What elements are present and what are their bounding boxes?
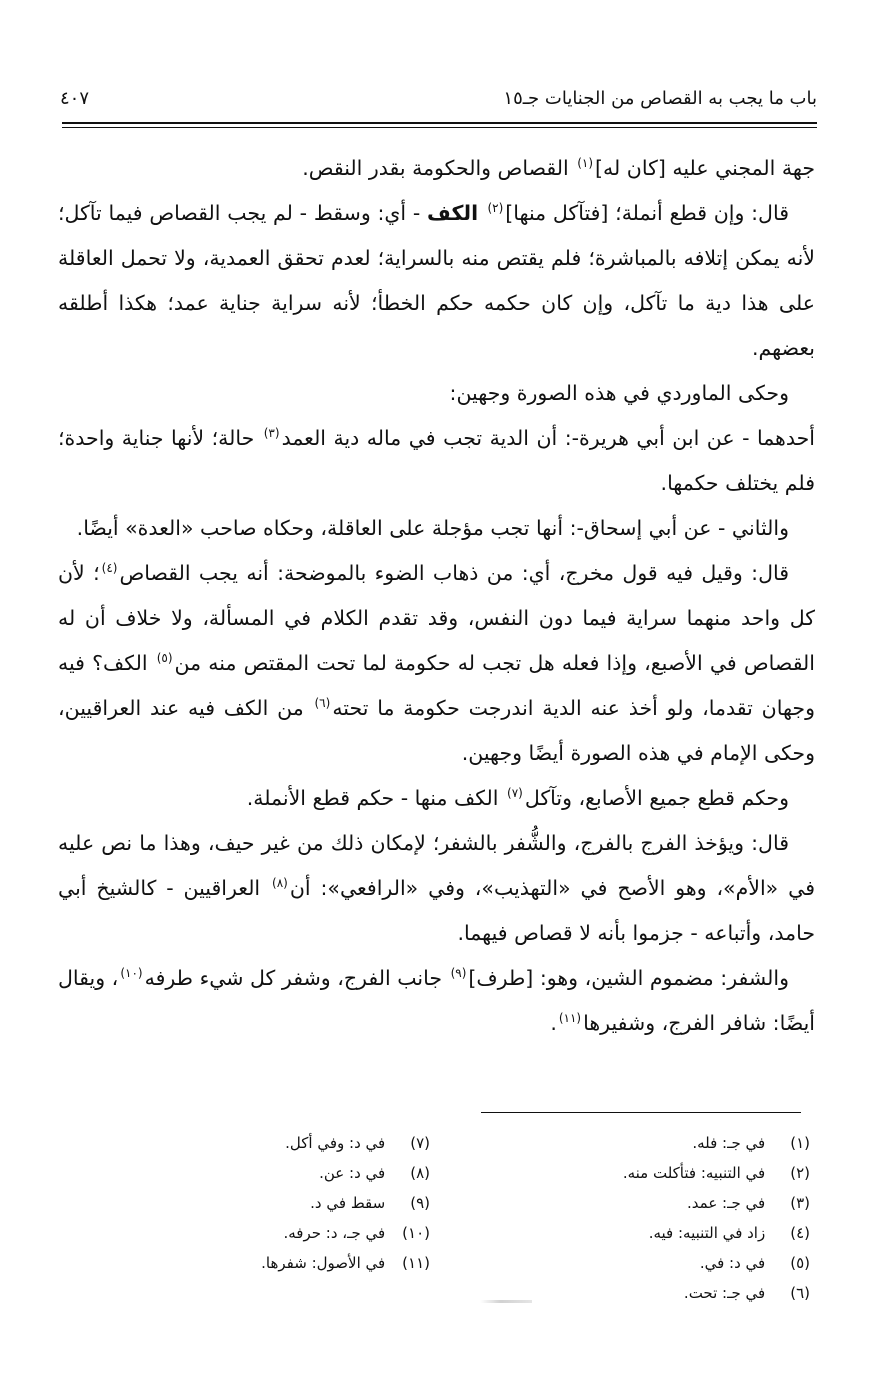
- text-run: قال: وإن قطع أنملة؛ [فتآكل منها]: [505, 201, 789, 225]
- text-run: وحكى الماوردي في هذه الصورة وجهين:: [449, 381, 789, 405]
- footnote-item: [520, 1278, 810, 1308]
- footnote-number: (١١): [402, 1254, 430, 1272]
- footnote-item: [210, 1128, 430, 1158]
- footnote-text: في جـ: عمد.: [687, 1194, 766, 1212]
- text-run: ؛ لأن كل واحد منهما سراية فيما دون النفس، وقد تقدم الكلام في المسألة، ولا خلاف أن له القصاص في الأصبع، وإذا فعله هل تجب له حكومة لما تحت المقتص منه من: [58, 561, 816, 675]
- footnote-text: في الأصول: شفرها.: [261, 1254, 386, 1272]
- footnote-ref-5: (٥): [156, 651, 173, 666]
- footnote-text: في د: عن.: [319, 1164, 386, 1182]
- footnote-text: في التنبيه: فتأكلت منه.: [622, 1164, 766, 1182]
- text-run: الكف منها - حكم قطع الأنملة.: [246, 786, 505, 810]
- footnote-item: [520, 1218, 810, 1248]
- footnote-ref-4: (٤): [101, 561, 118, 576]
- footnote-number: (٧): [410, 1134, 430, 1152]
- running-head: باب ما يجب به القصاص من الجنايات جـ١٥: [503, 88, 817, 109]
- footnote-number: (٢): [790, 1164, 810, 1182]
- paragraph-2: [58, 191, 815, 371]
- footnote-text: سقط في د.: [310, 1194, 386, 1212]
- footnote-number: (١): [790, 1134, 810, 1152]
- footnote-text: في جـ: تحت.: [683, 1284, 766, 1302]
- text-run: قال: ويؤخذ الفرج بالفرج، والشُّفر بالشفر؛ لإمكان ذلك من غير حيف، وهذا ما نص عليه في «الأم»، وهو الأصح في «التهذيب»، وفي «الرافعي»: أن: [58, 831, 815, 900]
- text-run: والثاني - عن أبي إسحاق-: أنها تجب مؤجلة على العاقلة، وحكاه صاحب «العدة» أيضًا.: [76, 516, 789, 540]
- footnote-item: [210, 1218, 430, 1248]
- footnote-ref-6: (٦): [314, 696, 331, 711]
- page-header: [60, 84, 817, 124]
- footnote-item: [210, 1158, 430, 1188]
- footnote-number: (٤): [790, 1224, 810, 1242]
- paragraph-1: [58, 146, 815, 191]
- footnote-number: (٨): [410, 1164, 430, 1182]
- footnote-item: [520, 1248, 810, 1278]
- footnote-number: (٣): [790, 1194, 810, 1212]
- footnote-number: (٦): [790, 1284, 810, 1302]
- paragraph-7: [58, 776, 815, 821]
- footnote-number: (١٠): [402, 1224, 430, 1242]
- footnote-ref-1: (١): [577, 156, 594, 171]
- footnote-item: [520, 1188, 810, 1218]
- footnote-number: (٥): [790, 1254, 810, 1272]
- paragraph-9: [58, 956, 815, 1046]
- text-run: حالة؛ لأنها جناية واحدة؛ فلم يختلف حكمها.: [58, 426, 815, 495]
- footnote-ref-8: (٨): [272, 876, 288, 891]
- text-run: وحكم قطع جميع الأصابع، وتآكل: [524, 786, 789, 810]
- paragraph-5: [58, 506, 815, 551]
- footnote-ref-9: (٩): [450, 966, 467, 981]
- paragraph-8: [58, 821, 815, 956]
- footnote-column-left: [210, 1128, 430, 1278]
- text-run: العراقيين - كالشيخ أبي حامد، وأتباعه - جزموا بأنه لا قصاص فيهما.: [58, 876, 815, 945]
- scan-smudge: [480, 1300, 532, 1303]
- text-run: من الكف فيه عند العراقيين، وحكى الإمام في هذه الصورة أيضًا وجهين.: [58, 696, 815, 765]
- page-number: ٤٠٧: [60, 88, 90, 109]
- footnote-number: (٩): [410, 1194, 430, 1212]
- footnote-ref-7: (٧): [507, 786, 523, 801]
- footnote-item: [210, 1248, 430, 1278]
- header-rule-thin: [62, 127, 817, 128]
- footnote-column-right: [520, 1128, 810, 1308]
- footnote-text: في جـ، د: حرفه.: [283, 1224, 386, 1242]
- text-run: جهة المجني عليه [كان له]: [595, 156, 815, 180]
- text-run: جانب الفرج، وشفر كل شيء طرفه: [144, 966, 449, 990]
- text-run: القصاص والحكومة بقدر النقص.: [302, 156, 576, 180]
- footnote-separator: [481, 1112, 801, 1113]
- paragraph-6: [58, 551, 815, 776]
- text-run: - أي: وسقط - لم يجب القصاص فيما تآكل؛ لأنه يمكن إتلافه بالمباشرة؛ فلم يقتص منه بالسراية؛ لعدم تحقق العمدية، ولا تحمل العاقلة على هذا دية ما تآكل، وإن كان حكمه حكم الخطأ؛ لأنه سراية جناية عمد؛ هكذا أطلقه بعضهم.: [58, 201, 815, 360]
- text-run: ، ويقال أيضًا: شافر الفرج، وشفيرها: [58, 966, 815, 1035]
- paragraph-4: [58, 416, 815, 506]
- footnote-item: [210, 1188, 430, 1218]
- footnote-item: [520, 1158, 810, 1188]
- footnote-ref-3: (٣): [263, 426, 280, 441]
- text-run: قال: وقيل فيه قول مخرج، أي: من ذهاب الضوء بالموضحة: أنه يجب القصاص: [119, 561, 790, 585]
- main-text: [58, 146, 815, 1046]
- text-run: والشفر: مضموم الشين، وهو: [طرف]: [468, 966, 790, 990]
- text-run: الكف؟ فيه وجهان تقدما، ولو أخذ عنه الدية اندرجت حكومة ما تحته: [58, 651, 815, 720]
- bold-term: الكف: [427, 201, 486, 225]
- footnote-ref-2: (٢): [487, 201, 504, 216]
- footnote-text: في د: في.: [699, 1254, 766, 1272]
- footnote-text: في د: وفي أكل.: [285, 1134, 386, 1152]
- text-run: .: [550, 1011, 557, 1035]
- footnote-text: زاد في التنبيه: فيه.: [648, 1224, 766, 1242]
- header-rule-thick: [62, 122, 817, 124]
- text-run: أحدهما - عن ابن أبي هريرة-: أن الدية تجب في ماله دية العمد: [281, 426, 815, 450]
- footnote-ref-11: (١١): [558, 1011, 582, 1026]
- paragraph-3: [58, 371, 815, 416]
- footnote-text: في جـ: فله.: [692, 1134, 766, 1152]
- footnote-item: [520, 1128, 810, 1158]
- footnote-ref-10: (١٠): [120, 966, 143, 981]
